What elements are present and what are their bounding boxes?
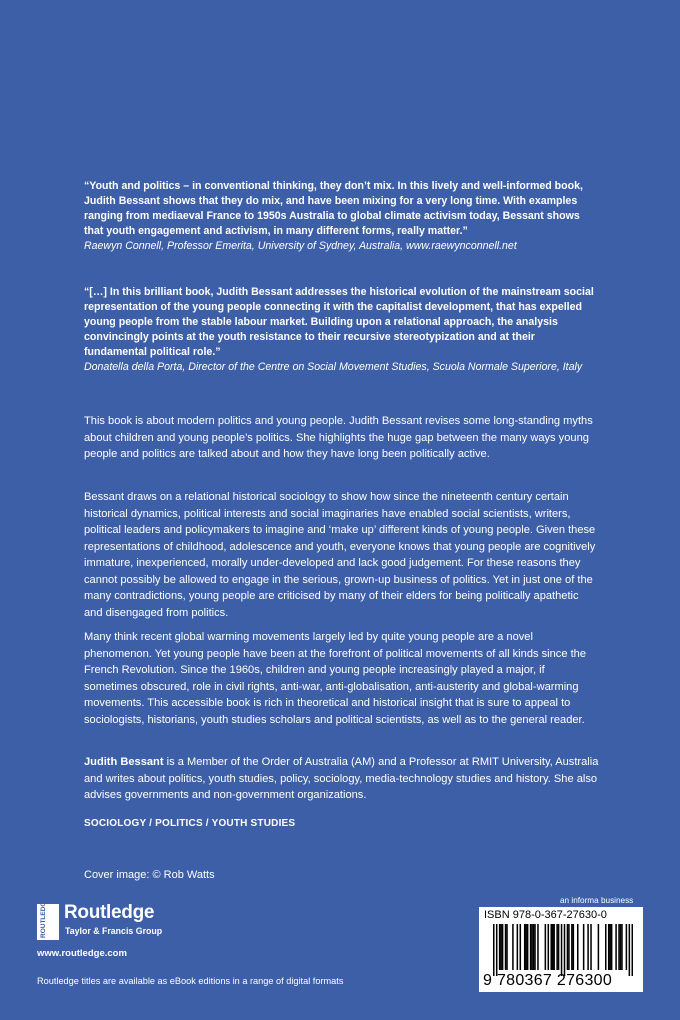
barcode-bars [493,924,633,976]
barcode-bar [611,924,613,970]
publisher-name: Routledge [64,902,155,923]
barcode-bar [621,924,623,970]
barcode-bar [550,924,552,970]
barcode-digits: 9 780367 276300 [483,972,613,989]
barcode-bar [573,924,575,970]
isbn-barcode [479,907,643,992]
barcode-bar [499,924,501,970]
endorsement-attribution: Raewyn Connell, Professor Emerita, University of Sydney, Australia, www.raewynconnell.net [84,240,517,252]
cover-credit: Cover image: © Rob Watts [84,869,215,881]
barcode-bar [496,924,498,976]
endorsement-2 [84,285,600,375]
barcode-bar [493,924,495,976]
barcode-bar [530,924,532,970]
barcode-bar [505,924,507,970]
publisher-group: Taylor & Francis Group [65,926,163,936]
barcode-bar [561,924,563,976]
barcode-bar [553,924,555,970]
barcode-bar [534,924,536,970]
barcode-bar [552,924,554,970]
barcode-bar [609,924,611,970]
barcode-bar [587,924,589,970]
barcode-bar [583,924,585,970]
isbn-label: ISBN 978-0-367-27630-0 [484,909,607,921]
barcode-bar [598,924,600,970]
barcode-bar [577,924,579,970]
endorsement-quote: “[…] In this brilliant book, Judith Bessant addresses the historical evolution of the mainstream social representation of the young people connecting it with the capitalist development, that has expelled young people from the stable labour market. Building upon a relational approach, the analysis convincingly points at the youth resistance to their recursive stereotypization and at their fundamental political role.” [84,286,594,358]
barcode-bar [590,924,592,970]
description-paragraph-3: Many think recent global warming movements largely led by quite young people are a novel phenomenon. Yet young people have been at the forefront of political movements of all kinds since the French Revolution. Since the 1960s, children and young people increasingly played a major, if sometimes obscured, role in civil rights, anti-war, anti-globalisation, anti-austerity and global-warming movements. This accessible book is rich in theoretical and historical insight that is sure to appeal to sociologists, historians, youth studies scholars and political scientists, as well as to the general reader. [84,631,587,726]
subject-categories: SOCIOLOGY / POLITICS / YOUTH STUDIES [84,818,296,829]
barcode-bar [531,924,533,970]
barcode-bar [605,924,607,970]
barcode-bar [629,924,631,976]
barcode-bar [618,924,620,970]
barcode-bar [502,924,504,970]
barcode-bar [571,924,573,970]
barcode-bar [568,924,570,970]
informa-tagline: an informa business [560,896,634,905]
barcode-bar [615,924,617,970]
description-paragraph-2: Bessant draws on a relational historical sociology to show how since the nineteenth century certain historical dynamics, political interests and social imaginaries have enabled social scientists, writers, political leaders and policymakers to imagine and ‘make up’ different kinds of young people. Given these representations of childhood, adolescence and youth, everyone knows that young people are cognitively immature, inexperienced, morally under-developed and lack good judgement. For these reasons they cannot possibly be allowed to engage in the serious, grown-up business of politics. Yet in just one of the many contradictions, young people are criticised by many of their elders for being politically apathetic and disengaged from politics. [84,491,596,619]
description-paragraph-1: This book is about modern politics and young people. Judith Bessant revises some long-standing myths about children and young people’s politics. She highlights the huge gap between the many ways young people and politics are talked about and how they have long been politically active. [84,415,593,460]
barcode-bar [558,924,560,970]
endorsement-attribution: Donatella della Porta, Director of the Centre on Social Movement Studies, Scuola Normale Superiore, Italy [84,361,583,373]
barcode-bar [520,924,522,970]
routledge-side-mark: ROUTLEDGE [37,904,59,940]
barcode-bar [556,924,558,970]
author-bio-text: is a Member of the Order of Australia (AM) and a Professor at RMIT University, Australia and writes about politics, youth studies, policy, sociology, media-technology studies and history. She also advises governments and non-government organizations. [84,756,599,801]
barcode-bar [608,924,610,970]
barcode-bar [500,924,502,970]
barcode-bar [537,924,539,970]
barcode-bar [632,924,633,976]
barcode-bar [626,924,628,970]
barcode-bar [524,924,526,970]
barcode-bar [620,924,622,970]
barcode-bar [545,924,547,970]
author-name: Judith Bessant [84,756,164,768]
publisher-website: www.routledge.com [37,948,127,959]
author-bio [84,754,600,804]
barcode-bar [525,924,527,970]
barcode-bar [567,924,569,970]
barcode-bar [564,924,566,976]
barcode-bar [506,924,508,970]
barcode-bar [517,924,519,970]
barcode-bar [533,924,535,970]
ebook-note: Routledge titles are available as eBook editions in a range of digital formats [37,976,344,986]
endorsement-quote: “Youth and politics – in conventional thinking, they don’t mix. In this lively and well-informed book, Judith Bessant shows that they do mix, and have been mixing for a very long time. With examples ranging from mediaeval France to 1950s Australia to global climate activism today, Bessant shows that youth engagement and activism, in many different forms, really matter.” [84,180,583,237]
endorsement-1 [84,179,600,254]
barcode-bar [527,924,529,970]
barcode-bar [512,924,514,970]
barcode-bar [548,924,550,970]
